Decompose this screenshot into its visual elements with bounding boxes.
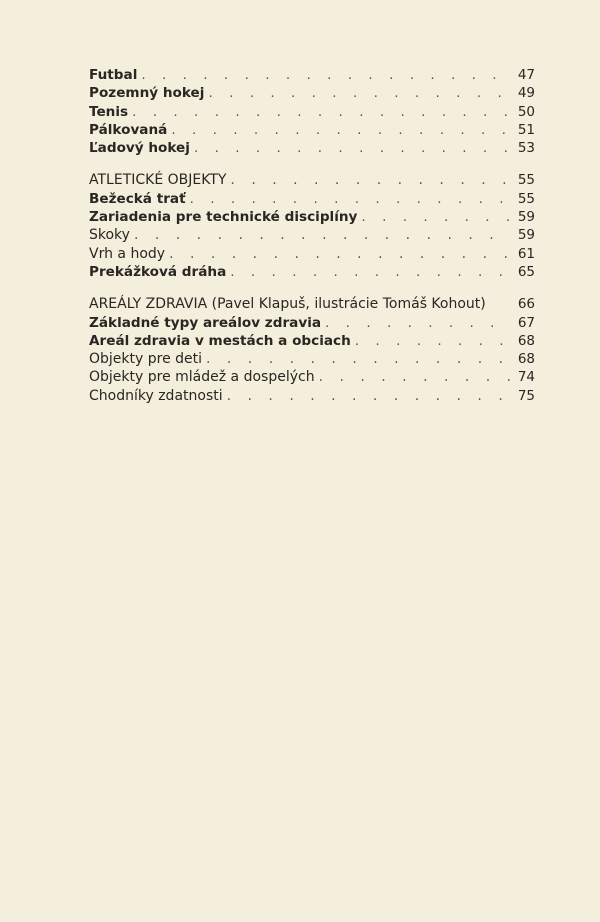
- toc-entry-page-number: 50: [517, 103, 535, 120]
- toc-entry-page-number: 67: [517, 314, 535, 331]
- toc-entry-title: Chodníky zdatnosti: [89, 387, 223, 404]
- toc-entry-title: Zariadenia pre technické disciplíny: [89, 209, 358, 226]
- toc-entry: [89, 139, 535, 157]
- toc-entry-title: Bežecká trať: [89, 190, 186, 207]
- toc-entry-title: Futbal: [89, 67, 138, 83]
- toc-entry-title: Ľadový hokej: [89, 140, 190, 157]
- dot-leader: [227, 387, 511, 405]
- section-gap: [89, 281, 535, 295]
- toc-entry: [89, 208, 535, 226]
- toc-entry-title: Vrh a hody: [89, 245, 166, 262]
- table-of-contents: [89, 66, 535, 405]
- dot-leader: [361, 208, 511, 226]
- dot-leader: [169, 245, 511, 263]
- toc-entry-title: Skoky: [89, 227, 130, 244]
- toc-entry: [89, 103, 535, 121]
- toc-entry-page-number: 59: [517, 209, 535, 226]
- toc-entry-title: Objekty pre mládež a dospelých: [89, 369, 315, 386]
- toc-entry: [89, 368, 535, 386]
- dot-leader: [194, 139, 511, 157]
- toc-entry: [89, 332, 535, 350]
- toc-entry-page-number: 65: [517, 263, 535, 280]
- toc-entry-page-number: 53: [517, 140, 535, 157]
- toc-entry-page-number: 66: [517, 296, 535, 313]
- toc-entry-page-number: 59: [517, 227, 535, 244]
- dot-leader: [132, 103, 511, 121]
- dot-leader: [206, 350, 511, 368]
- toc-entry: [89, 190, 535, 208]
- toc-entry-page-number: 61: [517, 245, 535, 262]
- dot-leader: [134, 226, 511, 244]
- toc-entry: [89, 263, 535, 281]
- toc-entry: [89, 387, 535, 405]
- toc-entry: [89, 121, 535, 139]
- dot-leader: [208, 84, 511, 102]
- toc-entry-page-number: 55: [517, 190, 535, 207]
- dot-leader: [171, 121, 511, 139]
- toc-entry: [89, 350, 535, 368]
- toc-entry-page-number: 51: [517, 121, 535, 138]
- toc-entry-page-number: 55: [517, 172, 535, 189]
- toc-entry-title: Prekážková dráha: [89, 263, 227, 280]
- toc-entry-title: Pozemný hokej: [89, 85, 205, 102]
- toc-entry-title: Základné typy areálov zdravia: [89, 314, 322, 331]
- toc-entry-title: Tenis: [89, 103, 129, 120]
- toc-entry: [89, 66, 535, 84]
- toc-entry-page-number: 74: [517, 369, 535, 386]
- toc-entry-page-number: 47: [517, 67, 535, 83]
- toc-entry-title: AREÁLY ZDRAVIA (Pavel Klapuš, ilustrácie Tomáš Kohout): [89, 296, 486, 313]
- dot-leader: [190, 190, 511, 208]
- toc-entry-page-number: 68: [517, 332, 535, 349]
- dot-leader: [230, 171, 511, 189]
- toc-entry: [89, 245, 535, 263]
- toc-entry-title: ATLETICKÉ OBJEKTY: [89, 172, 227, 189]
- toc-entry: [89, 84, 535, 102]
- toc-entry: [89, 171, 535, 189]
- toc-entry: [89, 314, 535, 332]
- dot-leader: [230, 263, 511, 281]
- section-gap: [89, 157, 535, 171]
- dot-leader: [325, 314, 511, 332]
- toc-entry-title: Objekty pre deti: [89, 351, 203, 368]
- dot-leader: [141, 66, 511, 84]
- dot-leader: [355, 332, 511, 350]
- toc-entry-title: Pálkovaná: [89, 121, 168, 138]
- toc-entry-page-number: 49: [517, 85, 535, 102]
- toc-entry: [89, 226, 535, 244]
- dot-leader: [319, 368, 511, 386]
- toc-entry-page-number: 68: [517, 351, 535, 368]
- toc-entry-page-number: 75: [517, 387, 535, 404]
- toc-entry-title: Areál zdravia v mestách a obciach: [89, 332, 351, 349]
- toc-entry: [89, 295, 535, 313]
